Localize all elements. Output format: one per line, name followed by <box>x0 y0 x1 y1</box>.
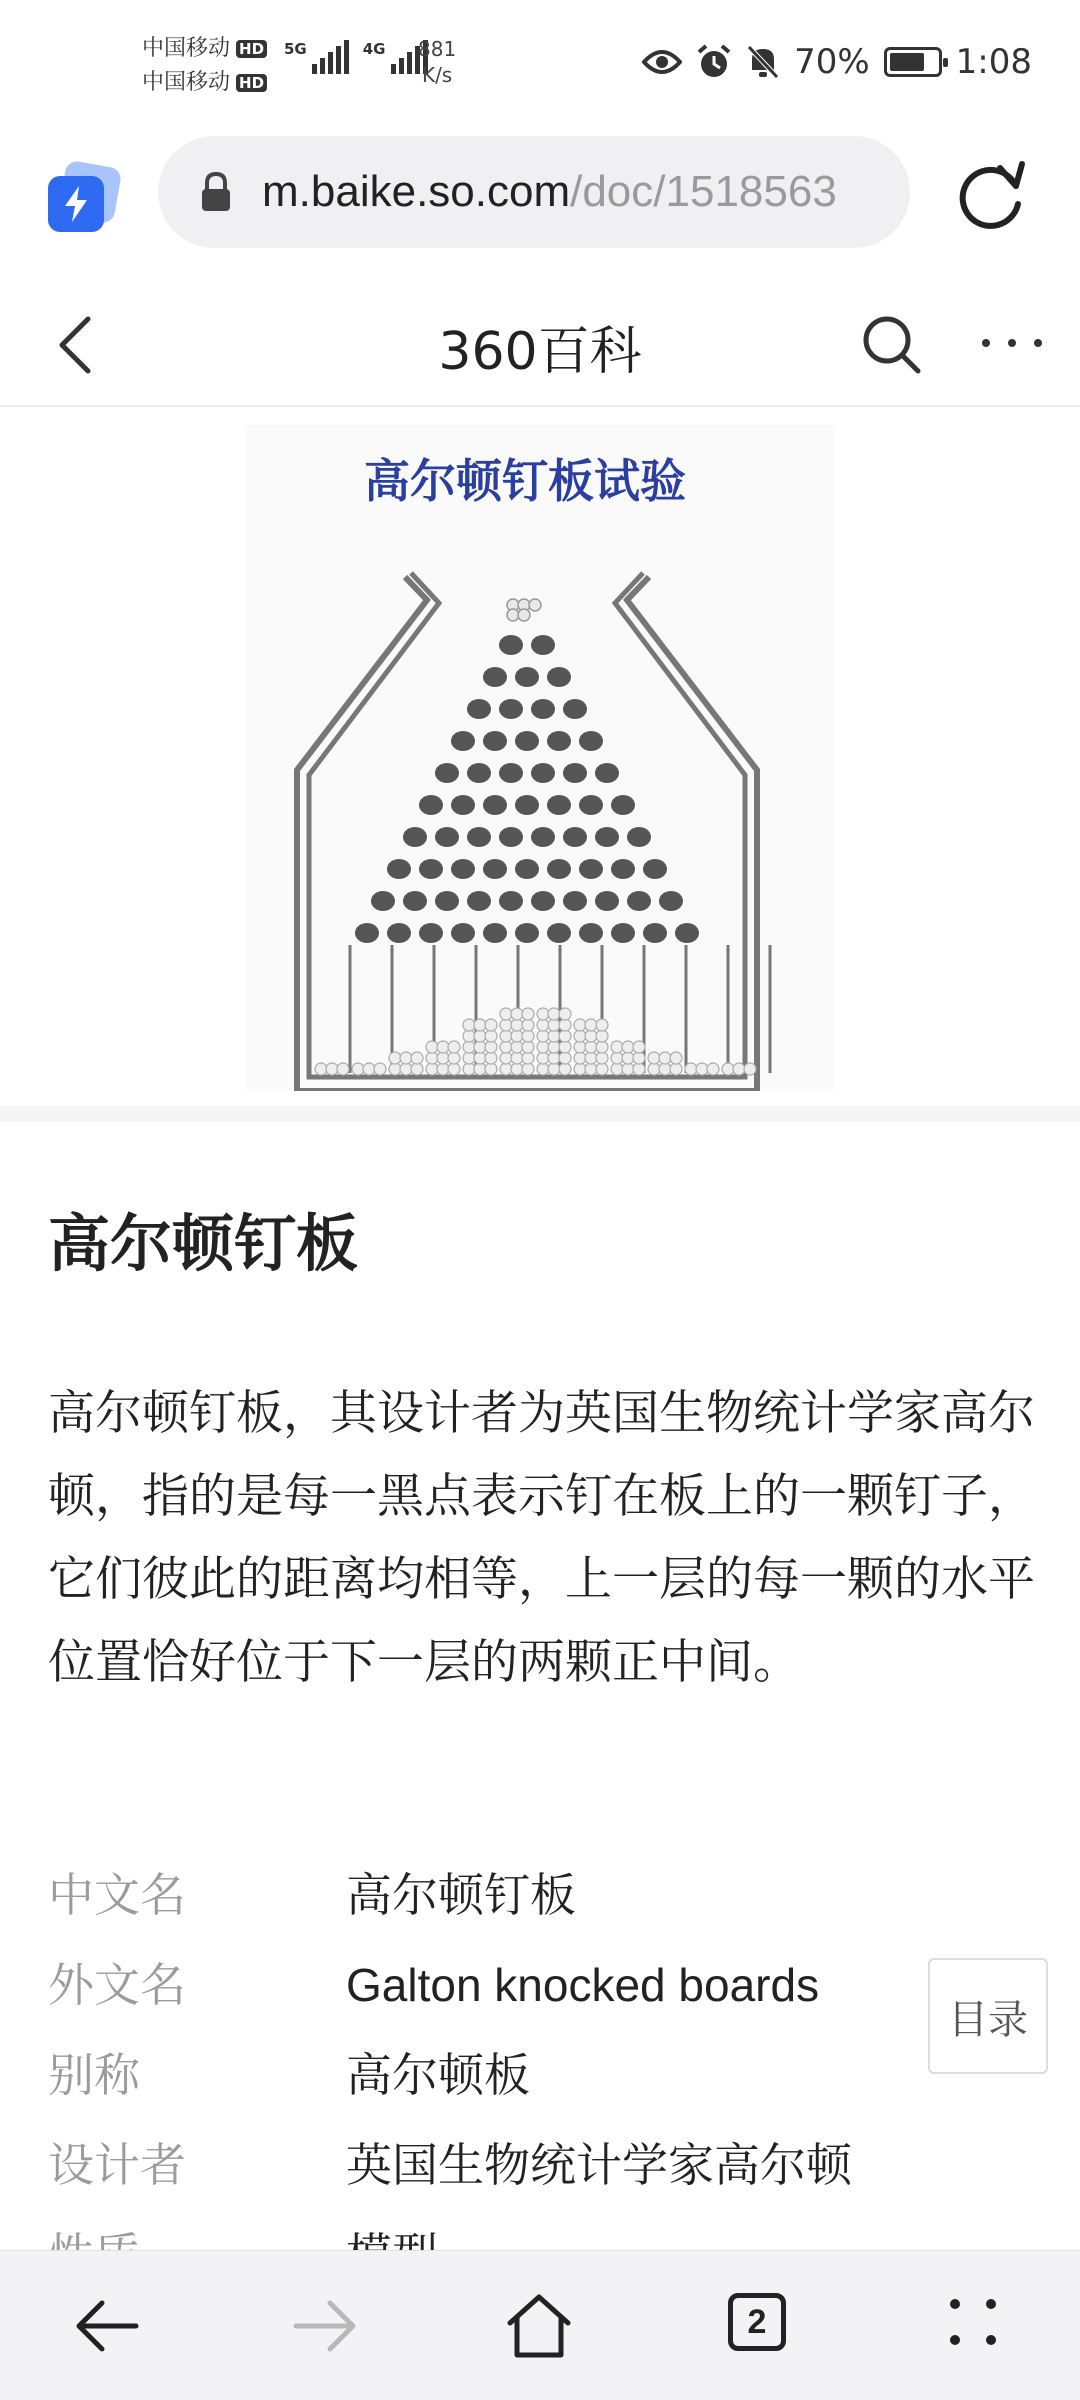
collected-ball <box>522 1019 534 1031</box>
peg <box>531 891 555 911</box>
url-host: m.baike.so.com <box>262 167 571 216</box>
collected-ball <box>574 1063 586 1075</box>
alarm-icon <box>696 44 732 80</box>
peg <box>563 699 587 719</box>
collected-ball <box>352 1063 364 1075</box>
battery-icon <box>884 47 942 77</box>
funnel-ball <box>529 599 541 611</box>
peg <box>611 923 635 943</box>
peg <box>563 827 587 847</box>
collected-ball <box>485 1030 497 1042</box>
signal-5g-icon <box>284 40 349 74</box>
collected-ball <box>559 1008 571 1020</box>
peg <box>435 763 459 783</box>
peg <box>499 827 523 847</box>
peg <box>547 731 571 751</box>
infobox-key: 别称 <box>48 2048 140 2102</box>
toc-button[interactable]: 目录 <box>928 1958 1048 2074</box>
peg <box>467 699 491 719</box>
peg <box>483 859 507 879</box>
peg <box>675 923 699 943</box>
collected-ball <box>522 1063 534 1075</box>
infobox-row <box>48 2120 948 2210</box>
collected-ball <box>537 1063 549 1075</box>
collected-ball <box>437 1041 449 1053</box>
lock-icon <box>198 170 234 214</box>
article-summary: 高尔顿钉板，其设计者为英国生物统计学家高尔顿，指的是每一黑点表示钉在板上的一颗钉子，它们彼此的距离均相等，上一层的每一颗的水平位置恰好位于下一层的两颗正中间。 <box>48 1386 1035 1690</box>
collected-ball <box>574 1030 586 1042</box>
collected-ball <box>611 1052 623 1064</box>
peg <box>451 795 475 815</box>
clock: 1:08 <box>955 42 1032 82</box>
peg <box>467 827 491 847</box>
collected-ball <box>511 1019 523 1031</box>
collected-ball <box>596 1041 608 1053</box>
board-frame-inner <box>309 573 745 1077</box>
peg <box>547 795 571 815</box>
menu-icon[interactable] <box>948 2297 998 2347</box>
peg <box>403 827 427 847</box>
mute-icon <box>746 44 780 80</box>
collected-ball <box>500 1052 512 1064</box>
peg <box>355 923 379 943</box>
hd-badge: HD <box>236 40 267 58</box>
collected-ball <box>474 1041 486 1053</box>
collected-ball <box>596 1030 608 1042</box>
collected-ball <box>448 1063 460 1075</box>
collected-ball <box>485 1052 497 1064</box>
peg <box>595 891 619 911</box>
battery-percent: 70% <box>794 42 870 82</box>
status-bar <box>0 0 1080 130</box>
collected-ball <box>670 1063 682 1075</box>
collected-ball <box>522 1008 534 1020</box>
more-icon[interactable] <box>982 313 1042 373</box>
collected-ball <box>537 1030 549 1042</box>
collected-ball <box>411 1052 423 1064</box>
peg <box>467 763 491 783</box>
collected-ball <box>548 1041 560 1053</box>
peg <box>531 763 555 783</box>
collected-ball <box>511 1052 523 1064</box>
infobox-value: 高尔顿钉板 <box>346 1868 576 1922</box>
collected-ball <box>511 1063 523 1075</box>
peg <box>371 891 395 911</box>
collected-ball <box>574 1052 586 1064</box>
collected-ball <box>474 1052 486 1064</box>
collected-ball <box>633 1063 645 1075</box>
section-divider <box>0 1106 1080 1122</box>
collected-ball <box>448 1041 460 1053</box>
collected-ball <box>659 1052 671 1064</box>
collected-ball <box>474 1063 486 1075</box>
collected-ball <box>548 1019 560 1031</box>
collected-ball <box>585 1030 597 1042</box>
collected-ball <box>559 1052 571 1064</box>
collected-ball <box>696 1063 708 1075</box>
collected-ball <box>648 1063 660 1075</box>
carrier-1: 中国移动 <box>142 36 231 61</box>
peg <box>515 859 539 879</box>
funnel-ball <box>518 609 530 621</box>
collected-ball <box>548 1030 560 1042</box>
collected-ball <box>426 1063 438 1075</box>
collected-ball <box>500 1063 512 1075</box>
refresh-icon[interactable] <box>956 160 1028 232</box>
bottom-navigation <box>0 2250 1080 2400</box>
collected-ball <box>463 1019 475 1031</box>
carrier-2: 中国移动 <box>142 70 231 95</box>
collected-ball <box>596 1019 608 1031</box>
network-speed <box>418 36 456 88</box>
collected-ball <box>559 1030 571 1042</box>
net-4g-label: 4G <box>362 40 386 58</box>
collected-ball <box>474 1019 486 1031</box>
collected-ball <box>463 1052 475 1064</box>
hd-badge: HD <box>236 74 267 92</box>
search-icon[interactable] <box>860 313 922 375</box>
collected-ball <box>426 1041 438 1053</box>
collected-ball <box>511 1041 523 1053</box>
peg <box>419 923 443 943</box>
peg <box>611 795 635 815</box>
peg <box>499 699 523 719</box>
peg <box>435 827 459 847</box>
collected-ball <box>463 1041 475 1053</box>
collected-ball <box>611 1063 623 1075</box>
peg <box>451 731 475 751</box>
collected-ball <box>463 1063 475 1075</box>
peg <box>499 763 523 783</box>
collected-ball <box>500 1019 512 1031</box>
infobox-value: Galton knocked boards <box>346 1959 820 2011</box>
net-5g-label: 5G <box>284 40 307 58</box>
peg <box>595 827 619 847</box>
collected-ball <box>670 1052 682 1064</box>
peg <box>563 763 587 783</box>
collected-ball <box>548 1008 560 1020</box>
speed-value: 881 <box>418 37 457 61</box>
infobox-row <box>48 1940 948 2030</box>
tabs-icon[interactable]: 2 <box>728 2293 786 2351</box>
signal-indicators <box>284 40 428 74</box>
infobox-key: 外文名 <box>48 1958 186 2012</box>
collected-ball <box>685 1063 697 1075</box>
collected-ball <box>585 1041 597 1053</box>
page-header <box>0 275 1080 407</box>
peg <box>515 731 539 751</box>
speed-unit: K/s <box>421 63 453 87</box>
peg <box>499 635 523 655</box>
peg <box>659 891 683 911</box>
peg <box>579 859 603 879</box>
peg <box>531 827 555 847</box>
collected-ball <box>522 1041 534 1053</box>
collected-ball <box>337 1063 349 1075</box>
collected-ball <box>485 1041 497 1053</box>
collected-ball <box>511 1008 523 1020</box>
peg <box>483 667 507 687</box>
funnel-ball <box>507 609 519 621</box>
peg <box>579 731 603 751</box>
collected-ball <box>622 1063 634 1075</box>
collected-ball <box>485 1063 497 1075</box>
collected-ball <box>559 1063 571 1075</box>
peg <box>547 923 571 943</box>
home-icon[interactable] <box>504 2291 574 2361</box>
peg <box>563 891 587 911</box>
collected-ball <box>400 1063 412 1075</box>
infobox-row <box>48 2030 948 2120</box>
peg <box>451 923 475 943</box>
peg <box>547 859 571 879</box>
peg <box>515 795 539 815</box>
collected-ball <box>585 1063 597 1075</box>
peg <box>611 859 635 879</box>
infobox-value: 高尔顿板 <box>346 2048 530 2102</box>
collected-ball <box>574 1019 586 1031</box>
collected-ball <box>585 1019 597 1031</box>
collected-ball <box>411 1063 423 1075</box>
collected-ball <box>744 1063 756 1075</box>
infobox-row <box>48 1850 948 1940</box>
collected-ball <box>548 1063 560 1075</box>
collected-ball <box>559 1019 571 1031</box>
collected-ball <box>574 1041 586 1053</box>
collected-ball <box>633 1041 645 1053</box>
peg <box>579 795 603 815</box>
collected-ball <box>315 1063 327 1075</box>
peg <box>579 923 603 943</box>
peg <box>483 795 507 815</box>
collected-ball <box>500 1041 512 1053</box>
browser-toolbar <box>0 130 1080 260</box>
eye-icon <box>642 48 682 76</box>
collected-ball <box>500 1008 512 1020</box>
collected-ball <box>596 1063 608 1075</box>
collected-ball <box>463 1030 475 1042</box>
collected-ball <box>363 1063 375 1075</box>
collected-ball <box>437 1052 449 1064</box>
peg <box>387 923 411 943</box>
collected-ball <box>522 1052 534 1064</box>
collected-ball <box>511 1030 523 1042</box>
collected-ball <box>426 1052 438 1064</box>
peg <box>547 667 571 687</box>
flash-app-icon[interactable] <box>48 164 118 234</box>
peg <box>467 891 491 911</box>
peg <box>627 891 651 911</box>
back-arrow-icon[interactable] <box>72 2291 142 2361</box>
collected-ball <box>326 1063 338 1075</box>
collected-ball <box>448 1052 460 1064</box>
peg <box>387 859 411 879</box>
collected-ball <box>548 1052 560 1064</box>
peg <box>643 923 667 943</box>
collected-ball <box>611 1041 623 1053</box>
peg <box>499 891 523 911</box>
peg <box>419 859 443 879</box>
collected-ball <box>437 1063 449 1075</box>
battery-fill <box>890 53 924 71</box>
galton-board-illustration <box>245 425 835 1091</box>
collected-ball <box>537 1019 549 1031</box>
forward-arrow-icon[interactable] <box>290 2291 360 2361</box>
collected-ball <box>733 1063 745 1075</box>
collected-ball <box>374 1063 386 1075</box>
collected-ball <box>389 1063 401 1075</box>
collected-ball <box>596 1052 608 1064</box>
peg <box>419 795 443 815</box>
peg <box>643 859 667 879</box>
collected-ball <box>537 1008 549 1020</box>
infobox-value: 英国生物统计学家高尔顿 <box>346 2138 852 2192</box>
collected-ball <box>389 1052 401 1064</box>
infobox-key: 设计者 <box>48 2138 186 2192</box>
collected-ball <box>633 1052 645 1064</box>
article-image[interactable] <box>0 409 1080 1106</box>
collected-ball <box>622 1041 634 1053</box>
collected-ball <box>474 1030 486 1042</box>
peg <box>515 667 539 687</box>
collected-ball <box>500 1030 512 1042</box>
peg <box>435 891 459 911</box>
collected-ball <box>622 1052 634 1064</box>
collected-ball <box>485 1019 497 1031</box>
collected-ball <box>400 1052 412 1064</box>
collected-ball <box>537 1052 549 1064</box>
peg <box>515 923 539 943</box>
collected-ball <box>585 1052 597 1064</box>
url-path: /doc/1518563 <box>570 167 837 216</box>
collected-ball <box>522 1030 534 1042</box>
collected-ball <box>648 1052 660 1064</box>
url-text <box>262 167 837 217</box>
page-title: 360百科 <box>438 322 642 382</box>
peg <box>531 699 555 719</box>
collected-ball <box>659 1063 671 1075</box>
galton-board-image <box>245 425 835 1091</box>
carrier-info <box>142 32 267 100</box>
collected-ball <box>722 1063 734 1075</box>
peg <box>595 763 619 783</box>
article-title: 高尔顿钉板 <box>48 1207 359 1280</box>
peg <box>627 827 651 847</box>
peg <box>483 923 507 943</box>
url-bar[interactable] <box>158 136 910 248</box>
peg <box>451 859 475 879</box>
collected-ball <box>559 1041 571 1053</box>
infobox-key: 中文名 <box>48 1868 186 1922</box>
collected-ball <box>537 1041 549 1053</box>
figure-caption: 高尔顿钉板试验 <box>364 454 686 508</box>
collected-ball <box>707 1063 719 1075</box>
infobox <box>48 1850 948 2300</box>
peg <box>483 731 507 751</box>
peg <box>531 635 555 655</box>
peg <box>403 891 427 911</box>
